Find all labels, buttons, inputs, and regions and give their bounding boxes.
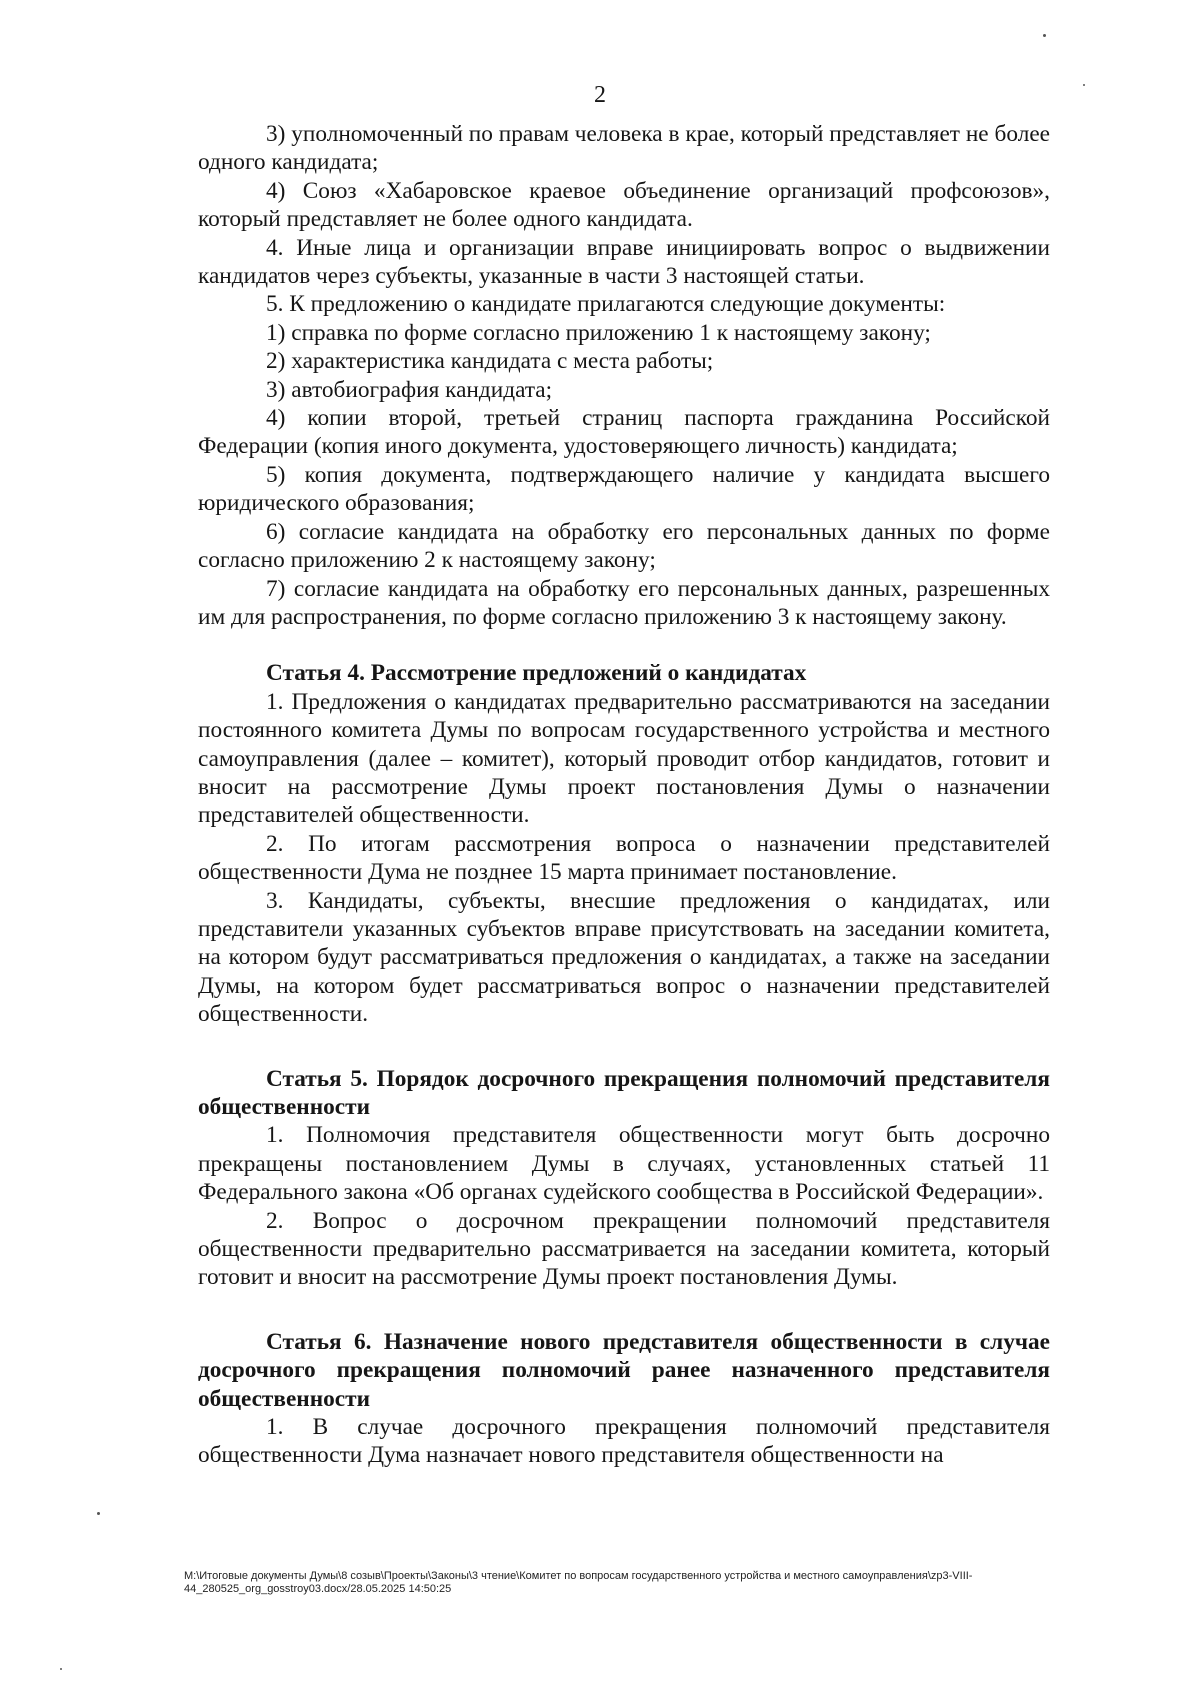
paragraph: 3) уполномоченный по правам человека в крае, который представляет не более одного кандидата; <box>198 121 1050 176</box>
paragraph: 3. Кандидаты, субъекты, внесшие предложения о кандидатах, или представители указанных субъектов вправе присутствовать на заседании комитета, на котором будут рассматриваться предложения о кандидатах, а также на заседании Думы, на котором будет рассматриваться вопрос о назначении представителей общественности. <box>198 887 1050 1028</box>
scan-speck <box>60 1668 62 1670</box>
article-6-heading: Статья 6. Назначение нового представителя общественности в случае досрочного прекращения полномочий ранее назначенного представителя общественности <box>198 1328 1050 1412</box>
list-item: 5) копия документа, подтверждающего наличие у кандидата высшего юридического образования; <box>198 461 1050 517</box>
paragraph: 1. Полномочия представителя общественности могут быть досрочно прекращены постановлением Думы в случаях, установленных статьей 11 Федерального закона «Об органах судейского сообщества в Российской Федерации». <box>198 1122 1050 1206</box>
paragraph: 2. Вопрос о досрочном прекращении полномочий представителя общественности предварительно рассматривается на заседании комитета, который готовит и вносит на рассмотрение Думы проект постановления Думы. <box>198 1207 1050 1291</box>
paragraph: 2. По итогам рассмотрения вопроса о назначении представителей общественности Дума не позднее 15 марта принимает постановление. <box>198 830 1050 886</box>
list-item: 7) согласие кандидата на обработку его персональных данных, разрешенных им для распространения, по форме согласно приложению 3 к настоящему закону. <box>198 575 1050 630</box>
list-item: 3) автобиография кандидата; <box>266 376 553 403</box>
list-item: 1) справка по форме согласно приложению 1 к настоящему закону; <box>266 319 931 346</box>
paragraph: 5. К предложению о кандидате прилагаются следующие документы: <box>266 291 946 318</box>
document-body <box>198 120 1050 1470</box>
page-number: 2 <box>594 82 606 108</box>
scan-speck <box>97 1512 100 1515</box>
file-path-footer: M:\Итоговые документы Думы\8 созыв\Проекты\Законы\3 чтение\Комитет по вопросам государственного устройства и местного самоуправления\zp3-VIII-44_280525_org_gosstroy03.docx/28.05.2025 14:50:25 <box>184 1570 973 1595</box>
article-4-heading: Статья 4. Рассмотрение предложений о кандидатах <box>266 660 807 687</box>
list-item: 6) согласие кандидата на обработку его персональных данных по форме согласно приложению 2 к настоящему закону; <box>198 518 1050 574</box>
paragraph: 4. Иные лица и организации вправе инициировать вопрос о выдвижении кандидатов через субъекты, указанные в части 3 настоящей статьи. <box>198 234 1050 290</box>
list-item: 2) характеристика кандидата с места работы; <box>266 348 714 375</box>
paragraph: 1. Предложения о кандидатах предварительно рассматриваются на заседании постоянного комитета Думы по вопросам государственного устройства и местного самоуправления (далее – комитет), который проводит отбор кандидатов, готовит и вносит на рассмотрение Думы проект постановления Думы о назначении представителей общественности. <box>198 688 1050 829</box>
scan-speck <box>1083 84 1085 86</box>
scan-speck <box>1043 34 1046 37</box>
paragraph: 1. В случае досрочного прекращения полномочий представителя общественности Дума назначает нового представителя общественности на <box>198 1414 1050 1469</box>
article-5-heading: Статья 5. Порядок досрочного прекращения полномочий представителя общественности <box>198 1065 1050 1120</box>
paragraph: 4) Союз «Хабаровское краевое объединение организаций профсоюзов», который представляет не более одного кандидата. <box>198 177 1050 233</box>
list-item: 4) копии второй, третьей страниц паспорта гражданина Российской Федерации (копия иного документа, удостоверяющего личность) кандидата; <box>198 405 1050 460</box>
